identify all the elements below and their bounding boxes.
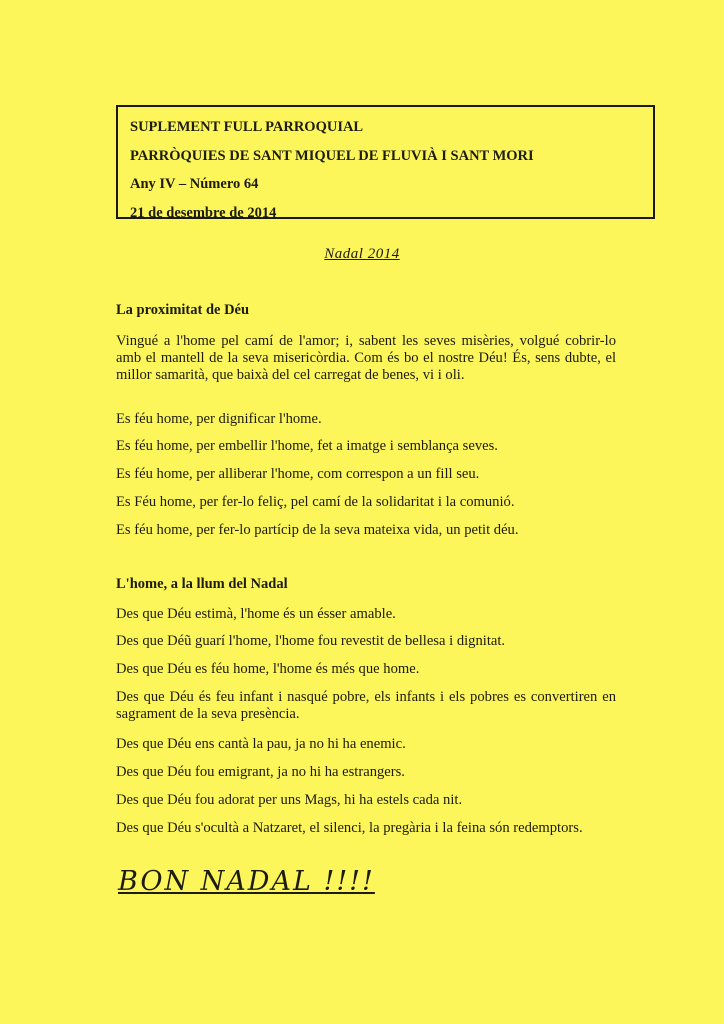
paragraph: Des que Déu s'ocultà a Natzaret, el silenci, la pregària i la feina són redemptors. <box>116 820 583 836</box>
header-date: 21 de desembre de 2014 <box>130 204 277 221</box>
paragraph: Es féu home, per fer-lo partícip de la seva mateixa vida, un petit déu. <box>116 522 519 538</box>
paragraph: Es féu home, per alliberar l'home, com correspon a un fill seu. <box>116 466 480 482</box>
page-title-text: Nadal 2014 <box>324 246 400 262</box>
paragraph: Des que Déu és feu infant i nasqué pobre, els infants i els pobres es convertiren en sagrament de la seva presència. <box>116 689 616 722</box>
section-heading-2: L'home, a la llum del Nadal <box>116 576 288 592</box>
paragraph: Des que Déu estimà, l'home és un ésser amable. <box>116 606 396 622</box>
closing-greeting <box>118 866 375 897</box>
paragraph: Des que Déu fou adorat per uns Mags, hi ha estels cada nit. <box>116 792 463 808</box>
header-issue: Any IV – Número 64 <box>130 176 259 192</box>
page-title <box>0 246 724 263</box>
header-parishes: PARRÒQUIES DE SANT MIQUEL DE FLUVIÀ I SANT MORI <box>130 147 534 164</box>
header-box <box>116 105 655 219</box>
paragraph: Es féu home, per embellir l'home, fet a imatge i semblança seves. <box>116 438 498 454</box>
closing-greeting-text: BON NADAL !!!! <box>118 866 375 897</box>
paragraph: Es féu home, per dignificar l'home. <box>116 411 322 427</box>
paragraph: Es Féu home, per fer-lo feliç, pel camí de la solidaritat i la comunió. <box>116 494 515 510</box>
paragraph: Vingué a l'home pel camí de l'amor; i, sabent les seves misèries, volgué cobrir-lo amb el mantell de la seva misericòrdia. Com és bo el nostre Déu! És, sens dubte, el millor samarità, que baixà del cel carregat de benes, vi i oli. <box>116 333 616 383</box>
paragraph: Des que Déũ guarí l'home, l'home fou revestit de bellesa i dignitat. <box>116 633 506 649</box>
paragraph: Des que Déu fou emigrant, ja no hi ha estrangers. <box>116 764 405 780</box>
paragraph: Des que Déu ens cantà la pau, ja no hi ha enemic. <box>116 736 406 752</box>
paragraph: Des que Déu es féu home, l'home és més que home. <box>116 661 420 677</box>
section-heading-1: La proximitat de Déu <box>116 302 250 318</box>
header-publication: SUPLEMENT FULL PARROQUIAL <box>130 119 364 135</box>
